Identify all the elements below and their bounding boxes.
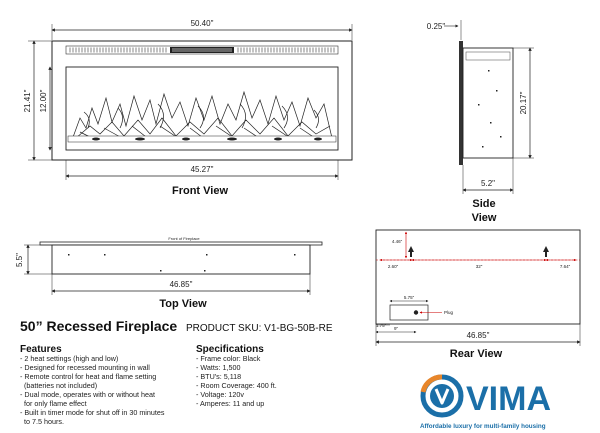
features-line: - Remote control for heat and flame setting	[20, 372, 157, 381]
features-section	[20, 344, 165, 426]
logo-wordmark: VIMA	[466, 380, 551, 418]
rear-bracket-height: 4.46"	[391, 239, 403, 244]
spec-line: - Amperes: 11 and up	[196, 399, 265, 408]
plug-dot	[414, 310, 418, 314]
front-height-dimension: 21.41"	[23, 89, 32, 113]
side-view-label-line1: Side	[472, 198, 496, 210]
inner-width-dimension: 45.27"	[190, 165, 214, 174]
rear-view-label: Rear View	[449, 348, 503, 360]
side-height-dimension: 20.17"	[519, 91, 528, 115]
front-width-dimension: 50.40"	[190, 19, 214, 28]
front-view	[23, 19, 352, 197]
front-of-fireplace-label: Front of Fireplace	[168, 236, 200, 241]
top-body	[52, 245, 310, 274]
rear-box-offset: 9"	[393, 326, 399, 331]
rear-box-height: 1.75"	[375, 323, 387, 328]
spec-line: - Frame color: Black	[196, 354, 261, 363]
top-view	[15, 236, 322, 310]
product-title: 50” Recessed Fireplace	[20, 318, 178, 334]
features-line: - 2 heat settings (high and low)	[20, 354, 119, 363]
features-line: to 7.5 hours.	[20, 417, 64, 426]
features-line: (batteries not included)	[20, 381, 98, 390]
plug-label: Plug	[444, 310, 454, 315]
spec-line: - Voltage: 120v	[196, 390, 244, 399]
spec-line: - BTU's: 5,118	[196, 372, 242, 381]
product-sku: PRODUCT SKU: V1-BG-50B-RE	[186, 323, 333, 334]
side-view-label-line2: View	[471, 212, 497, 224]
top-view-label: Top View	[159, 298, 207, 310]
side-depth-dimension: 5.2"	[481, 179, 495, 188]
features-line: for only flame effect	[20, 399, 87, 408]
top-depth-dimension: 5.5"	[15, 253, 24, 267]
rear-width-dimension: 46.85"	[466, 331, 490, 340]
vima-logo	[420, 377, 551, 430]
specifications-section	[196, 344, 277, 408]
rear-mid-span: 32"	[475, 264, 483, 269]
specifications-heading: Specifications	[196, 344, 264, 355]
rear-view	[376, 230, 580, 360]
rear-box-width: 5.75"	[403, 295, 415, 300]
inner-height-dimension: 12.00"	[39, 89, 48, 113]
features-line: - Designed for recessed mounting in wall	[20, 363, 150, 372]
rear-right-offset: 7.64"	[559, 264, 571, 269]
side-body	[463, 48, 513, 158]
side-view	[427, 20, 534, 224]
features-line: - Dual mode, operates with or without heat	[20, 390, 156, 399]
top-width-dimension: 46.85"	[169, 280, 193, 289]
features-line: - Built in timer mode for shut off in 30 minutes	[20, 408, 165, 417]
spec-line: - Room Coverage: 400 ft.	[196, 381, 277, 390]
spec-line: - Watts: 1,500	[196, 363, 241, 372]
side-top-dimension: 0.25"	[426, 22, 446, 31]
features-heading: Features	[20, 344, 62, 355]
rear-left-offset: 2.60"	[387, 264, 399, 269]
front-view-label: Front View	[171, 185, 229, 197]
logo-tagline: Affordable luxury for multi-family housing	[420, 423, 546, 430]
side-front-lip	[459, 41, 463, 165]
